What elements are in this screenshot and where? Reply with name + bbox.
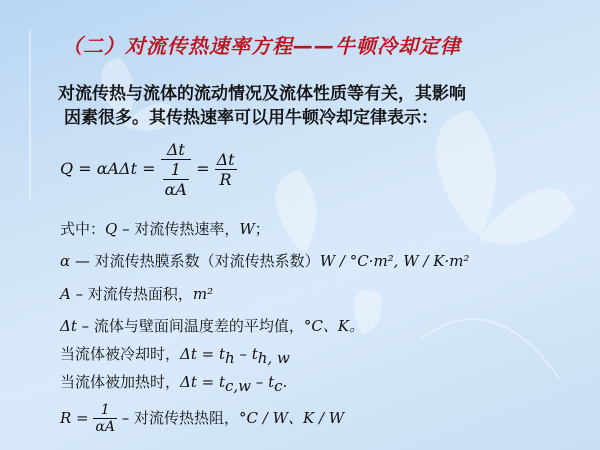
def-heating: 当流体被加热时，$\Delta t = t_{c,w} - t_c$. [60, 373, 288, 395]
def-alpha: α — 对流传热膜系数（对流传热系数）W / °C·m², W / K·m² [60, 252, 470, 270]
frac1-numerator: Δt [161, 140, 191, 160]
intro-line-2: 因素很多。其传热速率可以用牛顿冷却定律表示： [64, 108, 438, 128]
formula-lhs: Q = αAΔt = [60, 159, 156, 178]
newton-cooling-formula [60, 140, 237, 210]
slide-title: （二）对流传热速率方程——牛顿冷却定律 [62, 34, 461, 58]
formula-fraction-2 [215, 150, 237, 189]
def-resistance: R = $\frac{1}{\alpha A}$ – 对流传热热阻，°C / W、K / W [60, 402, 345, 435]
frac1-denominator [161, 160, 191, 199]
frac2-denominator: R [219, 170, 232, 189]
def-cooling: 当流体被冷却时，$\Delta t = t_h - t_{h, w}$ [60, 345, 290, 367]
intro-line-1: 对流传热与流体的流动情况及流体性质等有关，其影响 [58, 84, 466, 104]
def-delta-t: Δt – 流体与壁面间温度差的平均值，°C、K。 [60, 317, 365, 335]
def-q: 式中：Q – 对流传热速率，W； [60, 220, 270, 238]
frac1-den-denominator: αA [164, 180, 187, 199]
frac2-numerator: Δt [216, 150, 235, 169]
formula-equals: = [196, 159, 210, 178]
frac1-den-numerator: 1 [163, 160, 189, 180]
intro-paragraph [58, 82, 578, 130]
def-area: A – 对流传热面积，m² [60, 285, 214, 303]
formula-fraction-1 [161, 140, 191, 199]
r-fraction: $\frac{1}{\alpha A}$ [95, 402, 115, 435]
